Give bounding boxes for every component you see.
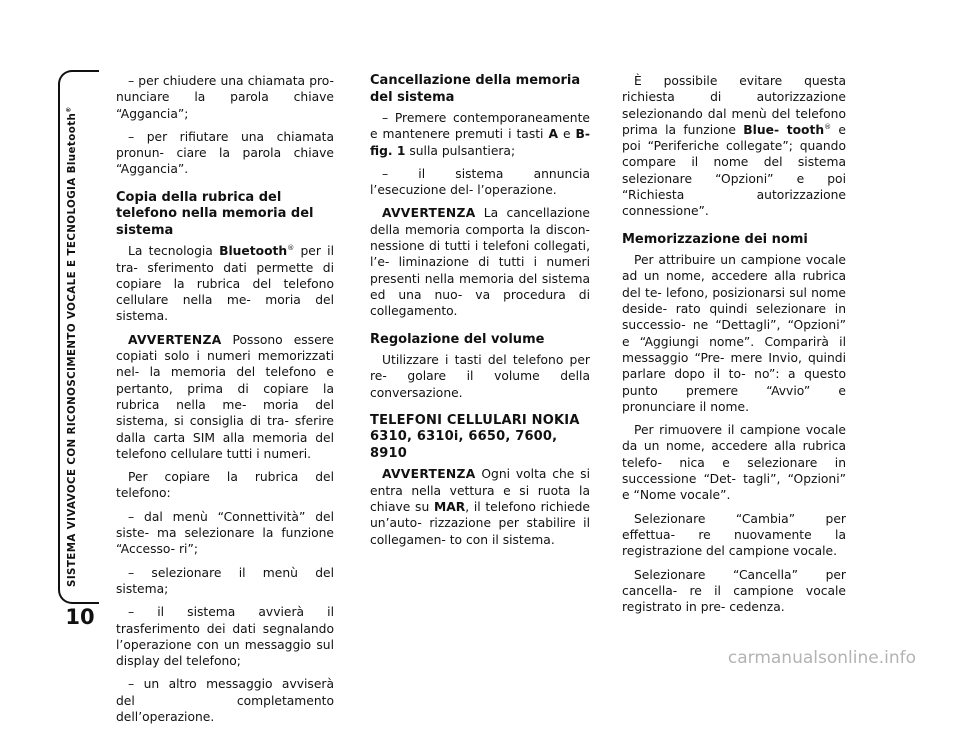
list-item: – il sistema annuncia l’esecuzione del- l’operazione. xyxy=(370,166,590,198)
paragraph: – per rifiutare una chiamata pronun- ciare la parola chiave “Aggancia”. xyxy=(116,129,334,177)
section-heading-volume: Regolazione del volume xyxy=(370,331,545,347)
section-heading-copia-rubrica: Copia della rubrica del telefono nella memoria del sistema xyxy=(116,189,314,238)
warning-label: AVVERTENZA xyxy=(382,467,476,482)
paragraph: Selezionare “Cambia” per effettua- re nuovamente la registrazione del campione vocale. xyxy=(622,511,846,559)
paragraph: La tecnologia Bluetooth® per il tra- sferimento dati permette di copiare la rubrica del telefono cellulare nella me- moria del sistema. xyxy=(116,244,334,324)
watermark-text: carmanualsonline.info xyxy=(727,648,916,668)
warning-label: AVVERTENZA xyxy=(128,332,222,347)
paragraph: Per attribuire un campione vocale ad un nome, accedere alla rubrica del te- lefono, posizionarsi sul nome deside- rato quindi selezionare in successio- ne “Dettagli”, “Opzioni” e “Aggiungi nome”. Comparirà il messaggio “Pre- mere Invio, quindi parlare dopo il to- no”: a questo punto premere “Avvio” e pronunciare il nome. xyxy=(622,253,846,414)
list-item: – il sistema avvierà il trasferimento dei dati segnalando l’operazione con un messaggio sul display del telefono; xyxy=(116,605,334,669)
paragraph: È possibile evitare questa richiesta di autorizzazione selezionando dal menù del telefono prima la funzione Blue- tooth® e poi “Periferiche collegate”; quando compare il nome del sistema selezionare “Opzioni” e poi “Richiesta autorizzazione connessione”. xyxy=(622,74,846,219)
section-heading-nokia: TELEFONI CELLULARI NOKIA 6310, 6310i, 6650, 7600, 8910 xyxy=(370,412,580,461)
warning-paragraph: AVVERTENZA La cancellazione della memoria comporta la discon- nessione di tutti i telefoni collegati, l’e- liminazione di tutti i numeri presenti nella memoria del sistema ed una nuo- va procedura di collegamento. xyxy=(370,206,590,319)
page-number: 10 xyxy=(65,605,95,629)
section-heading-cancellazione: Cancellazione della memoria del sistema xyxy=(370,73,581,105)
list-item: – selezionare il menù del sistema; xyxy=(116,565,334,596)
list-item: – Premere contemporaneamente e mantenere premuti i tasti A e B- fig. 1 sulla pulsantiera; xyxy=(370,111,590,158)
warning-paragraph: AVVERTENZA Ogni volta che si entra nella vettura e si ruota la chiave su MAR, il telefono richiede un’auto- rizzazione per stabilire il collegamen- to con il sistema. xyxy=(370,467,590,547)
warning-label: AVVERTENZA xyxy=(382,206,476,221)
paragraph: Per rimuovere il campione vocale da un nome, accedere alla rubrica telefo- nica e selezionare in successione “Det- tagli”, “Opzioni” e “Nome vocale”. xyxy=(622,423,846,503)
section-heading-memorizzazione: Memorizzazione dei nomi xyxy=(622,231,808,247)
paragraph: – per chiudere una chiamata pro- nunciare la parola chiave “Aggancia”; xyxy=(116,74,334,121)
paragraph: Utilizzare i tasti del telefono per re- golare il volume della conversazione. xyxy=(370,353,590,400)
paragraph: Selezionare “Cancella” per cancella- re il campione vocale registrato in pre- cedenza. xyxy=(622,567,846,615)
side-tab-title: SISTEMA VIVAVOCE CON RICONOSCIMENTO VOCALE E TECNOLOGIA Bluetooth® xyxy=(65,106,78,587)
list-item: – dal menù “Connettività” del siste- ma selezionare la funzione “Accesso- ri”; xyxy=(116,509,334,557)
text-column-3 xyxy=(622,73,846,622)
list-item: – un altro messaggio avviserà del completamento dell’operazione. xyxy=(116,677,334,724)
text-column-1 xyxy=(116,73,334,732)
text-column-2 xyxy=(370,73,590,555)
warning-paragraph: AVVERTENZA Possono essere copiati solo i numeri memorizzati nel- la memoria del telefono e pertanto, prima di copiare la rubrica nella me- moria del sistema, si consiglia di tra- sferire dalla carta SIM alla memoria del telefono cellulare tutti i numeri. xyxy=(116,332,334,461)
paragraph: Per copiare la rubrica del telefono: xyxy=(116,470,334,501)
side-tab-frame xyxy=(58,70,99,604)
